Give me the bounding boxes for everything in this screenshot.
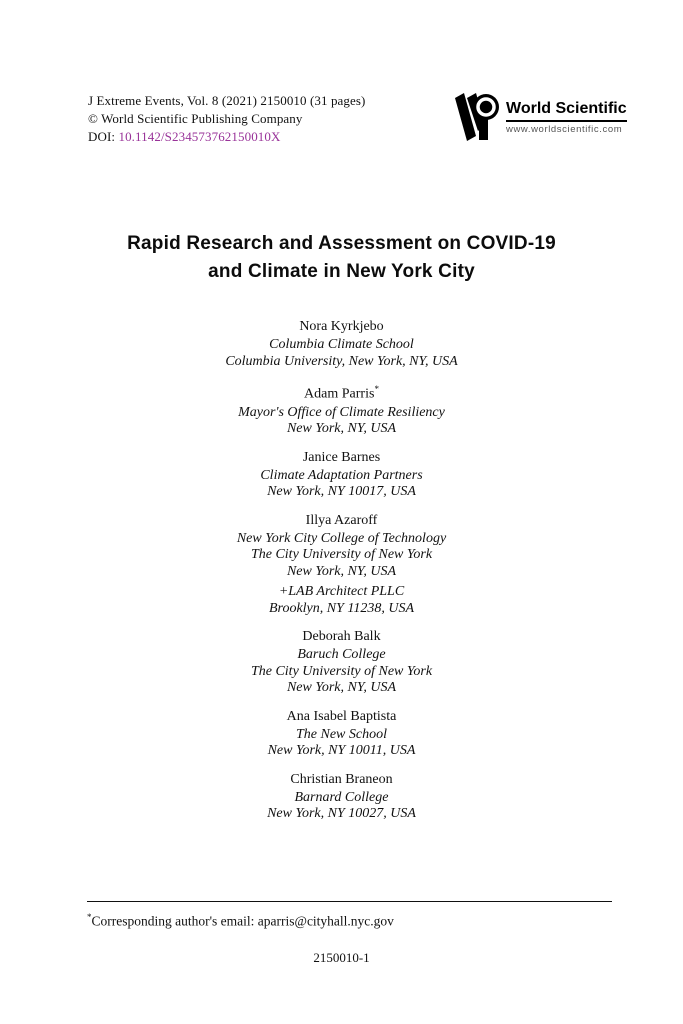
footnote-email: aparris@cityhall.nyc.gov: [257, 913, 394, 929]
affiliation-group: [60, 647, 623, 697]
publisher-website: www.worldscientific.com: [506, 124, 623, 135]
affiliation-group: [60, 468, 623, 501]
affiliation-line: Climate Adaptation Partners: [260, 467, 423, 483]
affiliation-group: [60, 405, 623, 438]
affiliation-group: [60, 727, 623, 760]
affiliation-line: Barnard College: [294, 789, 389, 805]
journal-citation-block: [88, 92, 365, 146]
affiliation-line: New York, NY 10011, USA: [267, 743, 416, 759]
article-title-line1: Rapid Research and Assessment on COVID-19: [127, 233, 556, 254]
author-block: [60, 318, 623, 370]
doi-label: DOI:: [88, 129, 116, 144]
article-title-line2: and Climate in New York City: [208, 261, 475, 282]
article-title: [60, 230, 623, 286]
affiliation-line: New York, NY 10017, USA: [267, 484, 416, 500]
affiliation-line: The New School: [296, 726, 387, 742]
affiliation-line: Columbia University, New York, NY, USA: [225, 353, 458, 369]
author-name: Janice Barnes: [302, 449, 381, 465]
author-block: [60, 628, 623, 697]
page-number: 2150010-1: [313, 950, 370, 965]
author-block: [60, 512, 623, 618]
author-block: [60, 449, 623, 501]
journal-line: J Extreme Events, Vol. 8 (2021) 2150010 (31 pages): [88, 93, 366, 108]
affiliation-group: [60, 531, 623, 581]
affiliation-line: New York, NY 10027, USA: [267, 806, 416, 822]
doi-line: [88, 128, 365, 146]
footnote-marker: *: [87, 912, 92, 922]
footnote-text: Corresponding author's email:: [91, 913, 258, 929]
authors-list: [60, 318, 623, 834]
affiliation-line: Brooklyn, NY 11238, USA: [268, 600, 415, 616]
publisher-logo-text: [506, 92, 627, 135]
corresponding-author-footnote: [87, 908, 394, 931]
affiliation-group: [60, 584, 623, 617]
corresponding-author-marker: *: [374, 384, 379, 394]
affiliation-group: [60, 790, 623, 823]
author-block: [60, 708, 623, 760]
publisher-name: World Scientific: [506, 100, 627, 122]
author-name: Deborah Balk: [302, 629, 381, 645]
affiliation-group: [60, 337, 623, 370]
affiliation-line: New York City College of Technology: [236, 530, 447, 546]
doi-link[interactable]: 10.1142/S234573762150010X: [118, 129, 281, 144]
publisher-logo: [455, 92, 627, 147]
author-name: Nora Kyrkjebo: [299, 319, 384, 334]
author-name: Christian Braneon: [290, 771, 393, 787]
affiliation-line: New York, NY, USA: [286, 680, 397, 696]
affiliation-line: The City University of New York: [250, 663, 433, 679]
copyright-line: © World Scientific Publishing Company: [88, 111, 303, 126]
affiliation-line: Baruch College: [297, 647, 386, 663]
affiliation-line: Columbia Climate School: [269, 337, 414, 352]
affiliation-line: New York, NY, USA: [286, 421, 397, 437]
affiliation-line: Mayor's Office of Climate Resiliency: [238, 404, 445, 420]
author-name: Illya Azaroff: [305, 512, 378, 528]
ws-monogram-icon: [455, 92, 499, 147]
affiliation-line: +LAB Architect PLLC: [278, 584, 405, 600]
affiliation-line: New York, NY, USA: [286, 563, 397, 579]
footnote-rule: [87, 901, 612, 902]
author-name: Adam Parris*: [304, 384, 379, 402]
affiliation-line: The City University of New York: [250, 547, 433, 563]
author-name: Ana Isabel Baptista: [286, 708, 397, 724]
author-block: [60, 381, 623, 438]
author-block: [60, 771, 623, 823]
